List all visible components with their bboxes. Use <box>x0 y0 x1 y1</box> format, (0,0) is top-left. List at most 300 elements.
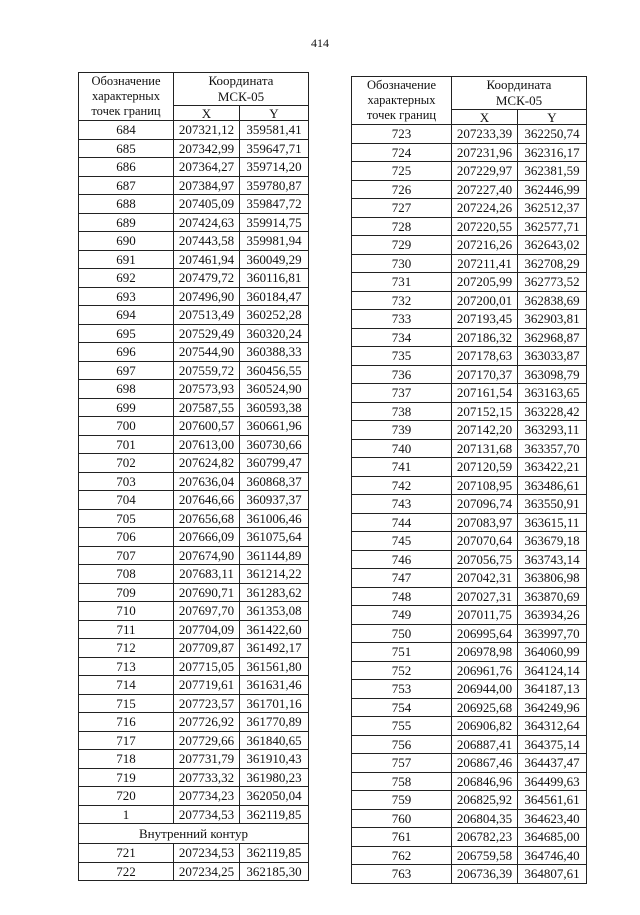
y-coordinate-cell: 362446,99 <box>518 180 587 199</box>
point-number-cell: 688 <box>79 195 174 214</box>
point-number-cell: 684 <box>79 121 174 140</box>
table-row <box>79 713 309 732</box>
coordinate-title-line1: Координата <box>208 73 274 88</box>
point-number-cell: 742 <box>352 476 452 495</box>
y-coordinate-cell: 363033,87 <box>518 347 587 366</box>
x-coordinate-cell: 207529,49 <box>174 324 240 343</box>
point-number-cell: 718 <box>79 750 174 769</box>
x-coordinate-cell: 206944,00 <box>452 680 518 699</box>
y-coordinate-cell: 361770,89 <box>240 713 309 732</box>
point-number-cell: 728 <box>352 217 452 236</box>
table-row <box>352 661 587 680</box>
point-number-cell: 725 <box>352 162 452 181</box>
table-row <box>352 254 587 273</box>
x-coordinate-cell: 206906,82 <box>452 717 518 736</box>
table-row <box>352 421 587 440</box>
x-coordinate-cell: 207405,09 <box>174 195 240 214</box>
table-row <box>79 546 309 565</box>
point-number-cell: 753 <box>352 680 452 699</box>
y-coordinate-cell: 362250,74 <box>518 125 587 144</box>
coordinate-title-line2: МСК-05 <box>495 93 543 108</box>
table-row <box>352 606 587 625</box>
point-number-cell: 746 <box>352 550 452 569</box>
x-coordinate-cell: 207042,31 <box>452 569 518 588</box>
x-coordinate-cell: 207384,97 <box>174 176 240 195</box>
y-coordinate-cell: 363293,11 <box>518 421 587 440</box>
table-row <box>79 620 309 639</box>
point-number-cell: 756 <box>352 735 452 754</box>
x-coordinate-cell: 206782,23 <box>452 828 518 847</box>
point-number-cell: 729 <box>352 236 452 255</box>
point-number-cell: 748 <box>352 587 452 606</box>
table-row <box>352 125 587 144</box>
y-coordinate-cell: 359780,87 <box>240 176 309 195</box>
x-column-header: X <box>174 106 240 121</box>
point-number-cell: 745 <box>352 532 452 551</box>
y-coordinate-cell: 363615,11 <box>518 513 587 532</box>
y-coordinate-cell: 360320,24 <box>240 324 309 343</box>
point-number-cell: 719 <box>79 768 174 787</box>
table-row <box>352 680 587 699</box>
y-column-header: Y <box>518 110 587 125</box>
y-coordinate-cell: 360730,66 <box>240 435 309 454</box>
table-row <box>352 865 587 884</box>
point-number-cell: 706 <box>79 528 174 547</box>
point-number-cell: 699 <box>79 398 174 417</box>
point-number-cell: 762 <box>352 846 452 865</box>
y-coordinate-cell: 364312,64 <box>518 717 587 736</box>
right-table-body <box>352 125 587 884</box>
point-number-cell: 708 <box>79 565 174 584</box>
point-number-cell: 713 <box>79 657 174 676</box>
x-coordinate-cell: 207726,92 <box>174 713 240 732</box>
coordinate-system-header <box>452 77 587 110</box>
x-coordinate-cell: 207234,25 <box>174 862 240 881</box>
table-row <box>79 602 309 621</box>
x-coordinate-cell: 207715,05 <box>174 657 240 676</box>
point-number-cell: 761 <box>352 828 452 847</box>
x-coordinate-cell: 207233,39 <box>452 125 518 144</box>
point-number-cell: 722 <box>79 862 174 881</box>
y-coordinate-cell: 364746,40 <box>518 846 587 865</box>
x-coordinate-cell: 207723,57 <box>174 694 240 713</box>
table-row <box>352 476 587 495</box>
x-coordinate-cell: 207120,59 <box>452 458 518 477</box>
point-label-line1: Обозначение <box>366 78 437 92</box>
table-row <box>79 380 309 399</box>
x-coordinate-cell: 206978,98 <box>452 643 518 662</box>
x-coordinate-cell: 207559,72 <box>174 361 240 380</box>
y-coordinate-cell: 364685,00 <box>518 828 587 847</box>
x-coordinate-cell: 207142,20 <box>452 421 518 440</box>
table-row <box>79 398 309 417</box>
point-number-cell: 692 <box>79 269 174 288</box>
x-coordinate-cell: 207734,53 <box>174 805 240 824</box>
y-coordinate-cell: 363870,69 <box>518 587 587 606</box>
y-coordinate-cell: 361492,17 <box>240 639 309 658</box>
y-coordinate-cell: 364375,14 <box>518 735 587 754</box>
table-row <box>79 176 309 195</box>
point-number-cell: 693 <box>79 287 174 306</box>
y-coordinate-cell: 362708,29 <box>518 254 587 273</box>
table-row <box>79 287 309 306</box>
table-row <box>352 180 587 199</box>
y-coordinate-cell: 361980,23 <box>240 768 309 787</box>
table-row <box>352 791 587 810</box>
x-coordinate-cell: 207513,49 <box>174 306 240 325</box>
point-number-cell: 757 <box>352 754 452 773</box>
table-row <box>352 550 587 569</box>
table-row <box>352 143 587 162</box>
table-row <box>79 269 309 288</box>
x-coordinate-cell: 207229,97 <box>452 162 518 181</box>
coordinates-table-left <box>78 72 309 881</box>
y-coordinate-cell: 363934,26 <box>518 606 587 625</box>
inner-contour-label: Внутренний контур <box>79 824 309 844</box>
point-number-cell: 724 <box>352 143 452 162</box>
table-row <box>79 232 309 251</box>
table-row <box>79 528 309 547</box>
table-row <box>79 657 309 676</box>
table-row <box>79 676 309 695</box>
y-coordinate-cell: 359847,72 <box>240 195 309 214</box>
point-number-cell: 758 <box>352 772 452 791</box>
table-row <box>352 273 587 292</box>
x-coordinate-cell: 207731,79 <box>174 750 240 769</box>
point-number-cell: 691 <box>79 250 174 269</box>
x-coordinate-cell: 206887,41 <box>452 735 518 754</box>
table-row <box>79 139 309 158</box>
y-coordinate-cell: 363163,65 <box>518 384 587 403</box>
x-coordinate-cell: 207321,12 <box>174 121 240 140</box>
table-row <box>352 587 587 606</box>
point-number-cell: 749 <box>352 606 452 625</box>
x-coordinate-cell: 207704,09 <box>174 620 240 639</box>
table-row <box>352 236 587 255</box>
y-coordinate-cell: 362381,59 <box>518 162 587 181</box>
point-number-cell: 755 <box>352 717 452 736</box>
section-row <box>79 824 309 844</box>
table-row <box>79 565 309 584</box>
table-row <box>79 731 309 750</box>
table-row <box>352 384 587 403</box>
y-coordinate-cell: 363357,70 <box>518 439 587 458</box>
point-number-cell: 702 <box>79 454 174 473</box>
x-coordinate-cell: 207178,63 <box>452 347 518 366</box>
y-coordinate-cell: 360524,90 <box>240 380 309 399</box>
table-row <box>352 328 587 347</box>
y-coordinate-cell: 363806,98 <box>518 569 587 588</box>
x-coordinate-cell: 207108,95 <box>452 476 518 495</box>
y-coordinate-cell: 360661,96 <box>240 417 309 436</box>
table-row <box>352 291 587 310</box>
point-number-cell: 752 <box>352 661 452 680</box>
x-coordinate-cell: 207027,31 <box>452 587 518 606</box>
x-coordinate-cell: 207211,41 <box>452 254 518 273</box>
table-row <box>79 324 309 343</box>
y-coordinate-cell: 363228,42 <box>518 402 587 421</box>
x-coordinate-cell: 207624,82 <box>174 454 240 473</box>
table-row <box>79 213 309 232</box>
table-row <box>79 417 309 436</box>
point-number-cell: 707 <box>79 546 174 565</box>
x-coordinate-cell: 207342,99 <box>174 139 240 158</box>
point-number-cell: 1 <box>79 805 174 824</box>
y-coordinate-cell: 364124,14 <box>518 661 587 680</box>
coordinates-table-right <box>351 76 587 884</box>
x-coordinate-cell: 207729,66 <box>174 731 240 750</box>
point-label-header <box>79 73 174 121</box>
y-coordinate-cell: 364807,61 <box>518 865 587 884</box>
point-number-cell: 726 <box>352 180 452 199</box>
point-number-cell: 701 <box>79 435 174 454</box>
y-coordinate-cell: 360593,38 <box>240 398 309 417</box>
x-coordinate-cell: 206736,39 <box>452 865 518 884</box>
table-row <box>79 844 309 863</box>
x-coordinate-cell: 207733,32 <box>174 768 240 787</box>
point-number-cell: 700 <box>79 417 174 436</box>
point-number-cell: 716 <box>79 713 174 732</box>
point-number-cell: 734 <box>352 328 452 347</box>
y-coordinate-cell: 361075,64 <box>240 528 309 547</box>
x-coordinate-cell: 207690,71 <box>174 583 240 602</box>
y-coordinate-cell: 364060,99 <box>518 643 587 662</box>
y-coordinate-cell: 362643,02 <box>518 236 587 255</box>
table-row <box>79 343 309 362</box>
y-coordinate-cell: 364437,47 <box>518 754 587 773</box>
x-coordinate-cell: 207234,53 <box>174 844 240 863</box>
table-row <box>79 195 309 214</box>
y-coordinate-cell: 361353,08 <box>240 602 309 621</box>
x-coordinate-cell: 206995,64 <box>452 624 518 643</box>
x-coordinate-cell: 207646,66 <box>174 491 240 510</box>
table-row <box>79 750 309 769</box>
y-coordinate-cell: 363679,18 <box>518 532 587 551</box>
table-row <box>79 435 309 454</box>
x-coordinate-cell: 207461,94 <box>174 250 240 269</box>
point-number-cell: 709 <box>79 583 174 602</box>
x-coordinate-cell: 207227,40 <box>452 180 518 199</box>
y-coordinate-cell: 364499,63 <box>518 772 587 791</box>
x-coordinate-cell: 207424,63 <box>174 213 240 232</box>
table-row <box>352 735 587 754</box>
y-coordinate-cell: 362119,85 <box>240 805 309 824</box>
table-row <box>352 828 587 847</box>
y-coordinate-cell: 364249,96 <box>518 698 587 717</box>
table-row <box>352 347 587 366</box>
point-number-cell: 763 <box>352 865 452 884</box>
y-coordinate-cell: 362316,17 <box>518 143 587 162</box>
point-number-cell: 710 <box>79 602 174 621</box>
y-coordinate-cell: 362838,69 <box>518 291 587 310</box>
x-coordinate-cell: 207170,37 <box>452 365 518 384</box>
table-row <box>352 643 587 662</box>
table-row <box>79 361 309 380</box>
point-number-cell: 731 <box>352 273 452 292</box>
x-coordinate-cell: 207070,64 <box>452 532 518 551</box>
point-label-line3: точек границ <box>91 104 161 118</box>
y-coordinate-cell: 362968,87 <box>518 328 587 347</box>
y-coordinate-cell: 362577,71 <box>518 217 587 236</box>
y-coordinate-cell: 362903,81 <box>518 310 587 329</box>
y-coordinate-cell: 360049,29 <box>240 250 309 269</box>
point-number-cell: 717 <box>79 731 174 750</box>
x-coordinate-cell: 206925,68 <box>452 698 518 717</box>
table-row <box>79 694 309 713</box>
y-coordinate-cell: 361144,89 <box>240 546 309 565</box>
y-coordinate-cell: 362185,30 <box>240 862 309 881</box>
y-coordinate-cell: 361214,22 <box>240 565 309 584</box>
point-number-cell: 685 <box>79 139 174 158</box>
y-coordinate-cell: 361006,46 <box>240 509 309 528</box>
y-coordinate-cell: 362050,04 <box>240 787 309 806</box>
point-number-cell: 739 <box>352 421 452 440</box>
point-number-cell: 732 <box>352 291 452 310</box>
x-column-header: X <box>452 110 518 125</box>
point-number-cell: 750 <box>352 624 452 643</box>
y-coordinate-cell: 363997,70 <box>518 624 587 643</box>
y-coordinate-cell: 361701,16 <box>240 694 309 713</box>
point-label-line2: характерных <box>367 93 436 107</box>
x-coordinate-cell: 207011,75 <box>452 606 518 625</box>
table-row <box>352 513 587 532</box>
y-coordinate-cell: 359581,41 <box>240 121 309 140</box>
y-coordinate-cell: 359714,20 <box>240 158 309 177</box>
y-coordinate-cell: 363550,91 <box>518 495 587 514</box>
y-coordinate-cell: 361631,46 <box>240 676 309 695</box>
y-coordinate-cell: 359647,71 <box>240 139 309 158</box>
x-coordinate-cell: 207496,90 <box>174 287 240 306</box>
x-coordinate-cell: 207224,26 <box>452 199 518 218</box>
x-coordinate-cell: 206804,35 <box>452 809 518 828</box>
point-number-cell: 733 <box>352 310 452 329</box>
point-number-cell: 720 <box>79 787 174 806</box>
y-coordinate-cell: 363422,21 <box>518 458 587 477</box>
x-coordinate-cell: 207220,55 <box>452 217 518 236</box>
point-number-cell: 704 <box>79 491 174 510</box>
y-coordinate-cell: 360456,55 <box>240 361 309 380</box>
point-number-cell: 715 <box>79 694 174 713</box>
point-number-cell: 696 <box>79 343 174 362</box>
x-coordinate-cell: 207666,09 <box>174 528 240 547</box>
table-row <box>352 846 587 865</box>
page-number: 414 <box>311 36 329 50</box>
x-coordinate-cell: 206961,76 <box>452 661 518 680</box>
table-row <box>79 862 309 881</box>
point-number-cell: 735 <box>352 347 452 366</box>
y-coordinate-cell: 360799,47 <box>240 454 309 473</box>
table-row <box>352 162 587 181</box>
point-number-cell: 754 <box>352 698 452 717</box>
coordinate-system-header <box>174 73 309 106</box>
point-label-header <box>352 77 452 125</box>
x-coordinate-cell: 207683,11 <box>174 565 240 584</box>
x-coordinate-cell: 207231,96 <box>452 143 518 162</box>
x-coordinate-cell: 207709,87 <box>174 639 240 658</box>
y-coordinate-cell: 363743,14 <box>518 550 587 569</box>
y-coordinate-cell: 360184,47 <box>240 287 309 306</box>
y-coordinate-cell: 361561,80 <box>240 657 309 676</box>
y-coordinate-cell: 359981,94 <box>240 232 309 251</box>
table-row <box>79 491 309 510</box>
x-coordinate-cell: 207656,68 <box>174 509 240 528</box>
x-coordinate-cell: 207096,74 <box>452 495 518 514</box>
point-number-cell: 743 <box>352 495 452 514</box>
x-coordinate-cell: 207186,32 <box>452 328 518 347</box>
table-row <box>352 217 587 236</box>
table-row <box>352 458 587 477</box>
point-label-line3: точек границ <box>366 108 437 122</box>
x-coordinate-cell: 207734,23 <box>174 787 240 806</box>
point-number-cell: 687 <box>79 176 174 195</box>
x-coordinate-cell: 207193,45 <box>452 310 518 329</box>
x-coordinate-cell: 207613,00 <box>174 435 240 454</box>
table-row <box>79 472 309 491</box>
y-coordinate-cell: 362773,52 <box>518 273 587 292</box>
x-coordinate-cell: 207443,58 <box>174 232 240 251</box>
point-number-cell: 697 <box>79 361 174 380</box>
point-number-cell: 721 <box>79 844 174 863</box>
y-coordinate-cell: 360868,37 <box>240 472 309 491</box>
y-coordinate-cell: 361840,65 <box>240 731 309 750</box>
point-number-cell: 747 <box>352 569 452 588</box>
x-coordinate-cell: 207205,99 <box>452 273 518 292</box>
point-number-cell: 759 <box>352 791 452 810</box>
x-coordinate-cell: 207674,90 <box>174 546 240 565</box>
x-coordinate-cell: 207152,15 <box>452 402 518 421</box>
x-coordinate-cell: 206846,96 <box>452 772 518 791</box>
table-row <box>352 809 587 828</box>
y-coordinate-cell: 359914,75 <box>240 213 309 232</box>
table-row <box>352 717 587 736</box>
point-number-cell: 723 <box>352 125 452 144</box>
table-row <box>352 532 587 551</box>
point-number-cell: 689 <box>79 213 174 232</box>
table-row <box>79 583 309 602</box>
point-number-cell: 694 <box>79 306 174 325</box>
table-row <box>352 310 587 329</box>
y-coordinate-cell: 364561,61 <box>518 791 587 810</box>
x-coordinate-cell: 207544,90 <box>174 343 240 362</box>
x-coordinate-cell: 207131,68 <box>452 439 518 458</box>
y-coordinate-cell: 360388,33 <box>240 343 309 362</box>
y-coordinate-cell: 360252,28 <box>240 306 309 325</box>
point-number-cell: 711 <box>79 620 174 639</box>
point-number-cell: 695 <box>79 324 174 343</box>
x-coordinate-cell: 207364,27 <box>174 158 240 177</box>
point-number-cell: 686 <box>79 158 174 177</box>
table-row <box>352 624 587 643</box>
table-row <box>79 805 309 824</box>
x-coordinate-cell: 206759,58 <box>452 846 518 865</box>
table-row <box>352 569 587 588</box>
y-coordinate-cell: 364187,13 <box>518 680 587 699</box>
table-row <box>352 495 587 514</box>
point-number-cell: 760 <box>352 809 452 828</box>
point-number-cell: 737 <box>352 384 452 403</box>
table-row <box>352 365 587 384</box>
y-coordinate-cell: 362512,37 <box>518 199 587 218</box>
x-coordinate-cell: 207587,55 <box>174 398 240 417</box>
point-number-cell: 698 <box>79 380 174 399</box>
table-row <box>79 639 309 658</box>
point-number-cell: 712 <box>79 639 174 658</box>
y-column-header: Y <box>240 106 309 121</box>
point-number-cell: 714 <box>79 676 174 695</box>
table-row <box>352 402 587 421</box>
table-row <box>352 698 587 717</box>
point-label-line2: характерных <box>92 89 160 103</box>
